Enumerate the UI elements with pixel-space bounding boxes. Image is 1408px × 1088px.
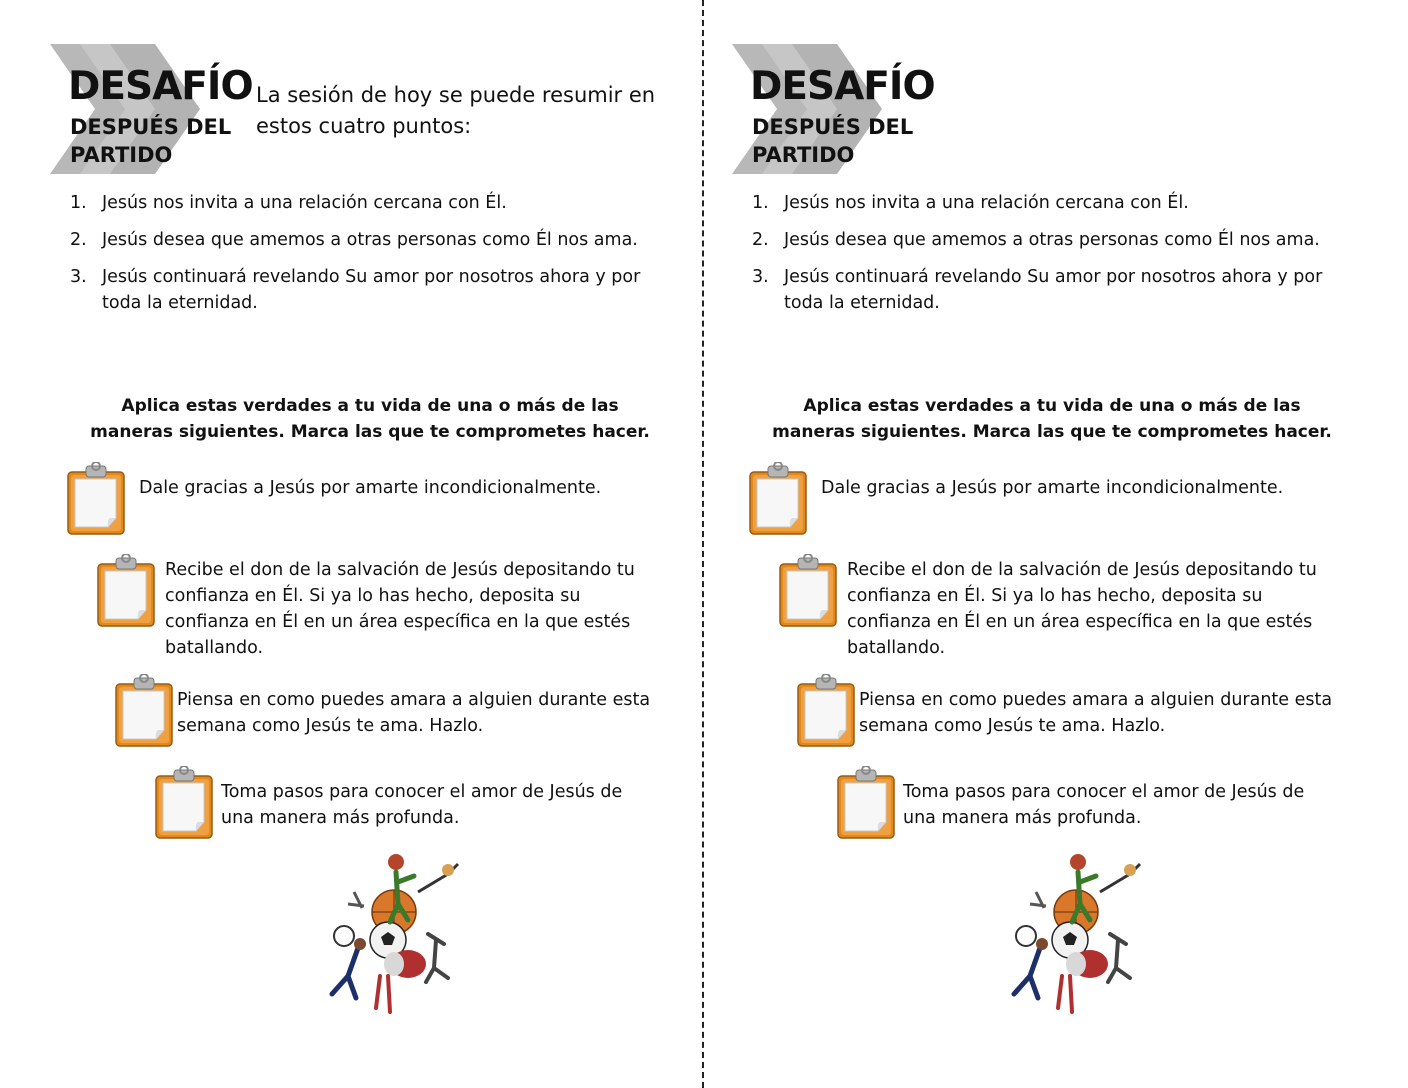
action-text: Piensa en como puedes amara a alguien durante esta semana como Jesús te ama. Hazlo.: [177, 690, 651, 736]
action-text: Dale gracias a Jesús por amarte incondicionalmente.: [139, 478, 602, 498]
list-text: Jesús nos invita a una relación cercana con Él.: [784, 193, 1189, 213]
clipboard-checkbox-icon[interactable]: [748, 462, 810, 536]
list-number: 3.: [70, 267, 87, 287]
handout-right: [682, 0, 1382, 1088]
list-text: Jesús continuará revelando Su amor por nosotros ahora y por toda la eternidad.: [102, 267, 641, 313]
page-subtitle: [752, 113, 922, 169]
action-text: Toma pasos para conocer el amor de Jesús de una manera más profunda.: [221, 782, 623, 828]
list-number: 2.: [752, 230, 769, 250]
clipboard-checkbox-icon[interactable]: [778, 554, 840, 628]
page-title: DESAFÍO: [750, 64, 935, 109]
summary-points: [68, 190, 658, 327]
page-subtitle: [70, 113, 240, 169]
handout-left: [0, 0, 700, 1088]
sports-collage-icon: [318, 848, 468, 1018]
action-text: Recibe el don de la salvación de Jesús depositando tu confianza en Él. Si ya lo has hecho, deposita su confianza en Él en un área específica en la que estés batallando.: [847, 560, 1317, 658]
subtitle-line-2: PARTIDO: [70, 143, 173, 167]
clipboard-checkbox-icon[interactable]: [96, 554, 158, 628]
sports-collage-icon: [1000, 848, 1150, 1018]
list-item: [68, 227, 658, 253]
intro-text: La sesión de hoy se puede resumir en estos cuatro puntos:: [256, 83, 656, 138]
list-item: [68, 190, 658, 216]
summary-points: [750, 190, 1340, 327]
instructions-text: Aplica estas verdades a tu vida de una o más de las maneras siguientes. Marca las que te comprometes hacer.: [90, 396, 650, 442]
subtitle-line-1: DESPUÉS DEL: [70, 115, 232, 139]
list-number: 3.: [752, 267, 769, 287]
page-title: DESAFÍO: [68, 64, 253, 109]
action-text: Toma pasos para conocer el amor de Jesús de una manera más profunda.: [903, 782, 1305, 828]
list-item: [750, 190, 1340, 216]
list-number: 1.: [70, 193, 87, 213]
list-item: [68, 264, 658, 316]
list-text: Jesús desea que amemos a otras personas como Él nos ama.: [102, 230, 638, 250]
clipboard-checkbox-icon[interactable]: [66, 462, 128, 536]
list-number: 2.: [70, 230, 87, 250]
subtitle-line-2: PARTIDO: [752, 143, 855, 167]
clipboard-checkbox-icon[interactable]: [796, 674, 858, 748]
list-item: [750, 227, 1340, 253]
instructions-text: Aplica estas verdades a tu vida de una o más de las maneras siguientes. Marca las que te comprometes hacer.: [772, 396, 1332, 442]
list-item: [750, 264, 1340, 316]
clipboard-checkbox-icon[interactable]: [154, 766, 216, 840]
list-number: 1.: [752, 193, 769, 213]
action-text: Piensa en como puedes amara a alguien durante esta semana como Jesús te ama. Hazlo.: [859, 690, 1333, 736]
list-text: Jesús desea que amemos a otras personas como Él nos ama.: [784, 230, 1320, 250]
action-text: Recibe el don de la salvación de Jesús depositando tu confianza en Él. Si ya lo has hecho, deposita su confianza en Él en un área específica en la que estés batallando.: [165, 560, 635, 658]
action-text: Dale gracias a Jesús por amarte incondicionalmente.: [821, 478, 1284, 498]
clipboard-checkbox-icon[interactable]: [114, 674, 176, 748]
list-text: Jesús nos invita a una relación cercana con Él.: [102, 193, 507, 213]
subtitle-line-1: DESPUÉS DEL: [752, 115, 914, 139]
list-text: Jesús continuará revelando Su amor por nosotros ahora y por toda la eternidad.: [784, 267, 1323, 313]
clipboard-checkbox-icon[interactable]: [836, 766, 898, 840]
